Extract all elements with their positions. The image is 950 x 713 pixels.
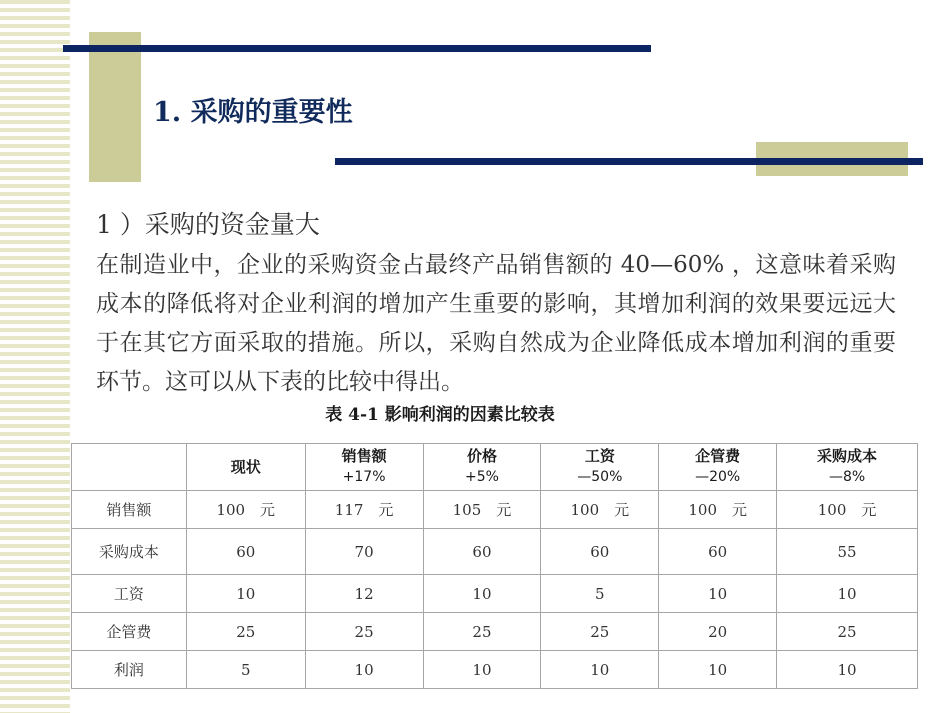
profit-factor-table (71, 443, 918, 689)
table-cell: 10 (777, 575, 918, 613)
table-row-overhead (72, 613, 918, 651)
table-cell: 5 (541, 575, 659, 613)
table-cell: 25 (541, 613, 659, 651)
table-cell: 100 元 (186, 491, 305, 529)
table-cell: 70 (305, 529, 423, 575)
row-label: 企管费 (72, 613, 187, 651)
table-cell: 25 (305, 613, 423, 651)
table-row-wages (72, 575, 918, 613)
table-row-sales (72, 491, 918, 529)
table-caption-text: 表 4-1 影响利润的因素比较表 (325, 405, 555, 425)
decorative-beige-block-left (89, 32, 141, 182)
table-cell: 100 元 (659, 491, 777, 529)
table-cell: 60 (659, 529, 777, 575)
table-cell: 25 (423, 613, 541, 651)
table-cell: 60 (541, 529, 659, 575)
decorative-navy-line-bottom (335, 158, 923, 165)
table-cell: 60 (423, 529, 541, 575)
table-cell: 10 (186, 575, 305, 613)
header-cell-price: 价格 +5% (423, 444, 541, 491)
table-cell: 12 (305, 575, 423, 613)
decorative-navy-line-top (63, 45, 651, 52)
table-cell: 100 元 (777, 491, 918, 529)
table-cell: 10 (541, 651, 659, 689)
decorative-stripe-band (0, 0, 70, 713)
header-cell-overhead: 企管费 —20% (659, 444, 777, 491)
header-cell-blank (72, 444, 187, 491)
table-cell: 55 (777, 529, 918, 575)
table-cell: 10 (423, 575, 541, 613)
table-cell: 5 (186, 651, 305, 689)
header-cell-wages: 工资 —50% (541, 444, 659, 491)
table-cell: 60 (186, 529, 305, 575)
body-paragraph: 在制造业中，企业的采购资金占最终产品销售额的 40—60% ，这意味着采购成本的降低将对企业利润的增加产生重要的影响，其增加利润的效果要远远大于在其它方面采取的措施。所以，采购自然成为企业降低成本增加利润的重要环节。这可以从下表的比较中得出。 (96, 252, 896, 395)
row-label: 采购成本 (72, 529, 187, 575)
table-header-row (72, 444, 918, 491)
row-label: 利润 (72, 651, 187, 689)
row-label: 工资 (72, 575, 187, 613)
table-cell: 117 元 (305, 491, 423, 529)
table-cell: 10 (659, 651, 777, 689)
section-subheading: 1 ）采购的资金量大 (96, 210, 320, 239)
header-cell-current: 现状 (186, 444, 305, 491)
table-cell: 10 (659, 575, 777, 613)
table-cell: 25 (186, 613, 305, 651)
table-caption (0, 400, 880, 425)
table-cell: 20 (659, 613, 777, 651)
slide-title: 1. 采购的重要性 (153, 97, 353, 128)
table-cell: 10 (305, 651, 423, 689)
table-row-profit (72, 651, 918, 689)
table-cell: 25 (777, 613, 918, 651)
header-cell-purchase-cost: 采购成本 —8% (777, 444, 918, 491)
table-cell: 10 (777, 651, 918, 689)
table-cell: 10 (423, 651, 541, 689)
table-row-purchase-cost (72, 529, 918, 575)
row-label: 销售额 (72, 491, 187, 529)
table-cell: 100 元 (541, 491, 659, 529)
table-cell: 105 元 (423, 491, 541, 529)
header-cell-sales: 销售额 +17% (305, 444, 423, 491)
